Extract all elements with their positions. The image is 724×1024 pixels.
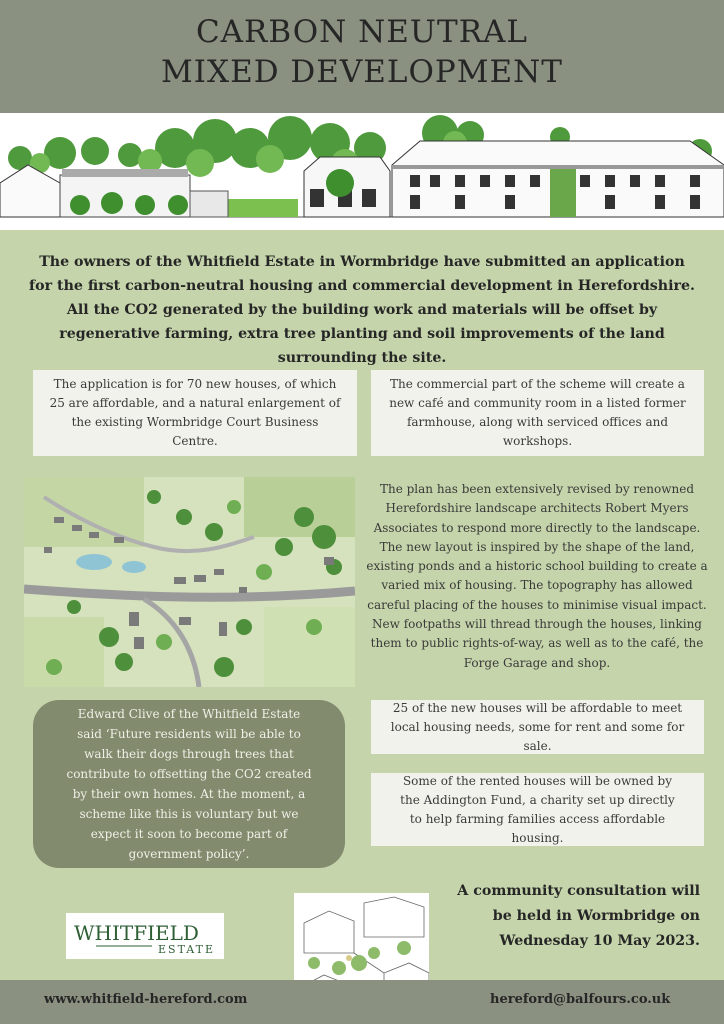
email-link[interactable]: hereford@balfours.co.uk [490,992,671,1007]
page-title [0,12,724,92]
consultation-line-3: Wednesday 10 May 2023. [499,933,700,949]
application-info-text: The application is for 70 new houses, of which 25 are affordable, and a natural enlargement of the existing Wormbridge Court Business Centre. [49,377,341,448]
addington-fund-box [371,773,704,846]
website-link[interactable]: www.whitfield-hereford.com [44,992,248,1007]
logo-graphic [66,913,224,959]
title-line-1: CARBON NEUTRAL [195,14,529,50]
site-plan-illustration [24,477,355,687]
logo-word-estate: ESTATE [158,943,216,956]
logo-word-whitfield: WHITFIELD [74,921,199,945]
plan-revision-text: The plan has been extensively revised by renowned Herefordshire landscape architects Robert Myers Associates to respond more directly to the landscape. The new layout is inspired by the shape of the land, existing ponds and a historic school building to create a varied mix of housing. The topography has allowed careful placing of the houses to minimise visual impact. New footpaths will thread through the houses, linking them to public rights-of-way, as well as to the café, the Forge Garage and shop. [366,482,708,670]
application-info-box [33,370,357,456]
intro-paragraph-2: All the CO2 generated by the building work and materials will be offset by regenerative farming, extra tree planting and soil improvements of the land surrounding the site. [59,302,665,366]
consultation-notice [438,879,700,954]
quote-box [33,700,345,868]
commercial-info-text: The commercial part of the scheme will create a new café and community room in a listed former farmhouse, along with serviced offices and workshops. [389,377,686,448]
title-line-2: MIXED DEVELOPMENT [161,54,563,90]
elevation-drawing [0,113,724,230]
intro-paragraph-1: The owners of the Whitfield Estate in Wormbridge have submitted an application for the first carbon-neutral housing and commercial development in Herefordshire. [29,254,695,294]
quote-text: Edward Clive of the Whitfield Estate said ‘Future residents will be able to walk their dogs through trees that contribute to offsetting the CO2 created by their own homes. At the moment, a scheme like this is voluntary but we expect it soon to become part of government policy’. [66,707,312,861]
affordable-housing-box [371,700,704,754]
whitfield-estate-logo [66,913,224,959]
consultation-line-2: be held in Wormbridge on [492,908,700,924]
commercial-info-box [371,370,704,456]
site-plan-map [24,477,355,687]
addington-fund-text: Some of the rented houses will be owned by the Addington Fund, a charity set up directly to help farming families access affordable housing. [400,773,675,845]
consultation-line-1: A community consultation will [457,883,700,899]
affordable-housing-text: 25 of the new houses will be affordable to meet local housing needs, some for rent and some for sale. [390,700,685,753]
intro-text [26,250,698,370]
elevation-illustration [0,113,724,230]
